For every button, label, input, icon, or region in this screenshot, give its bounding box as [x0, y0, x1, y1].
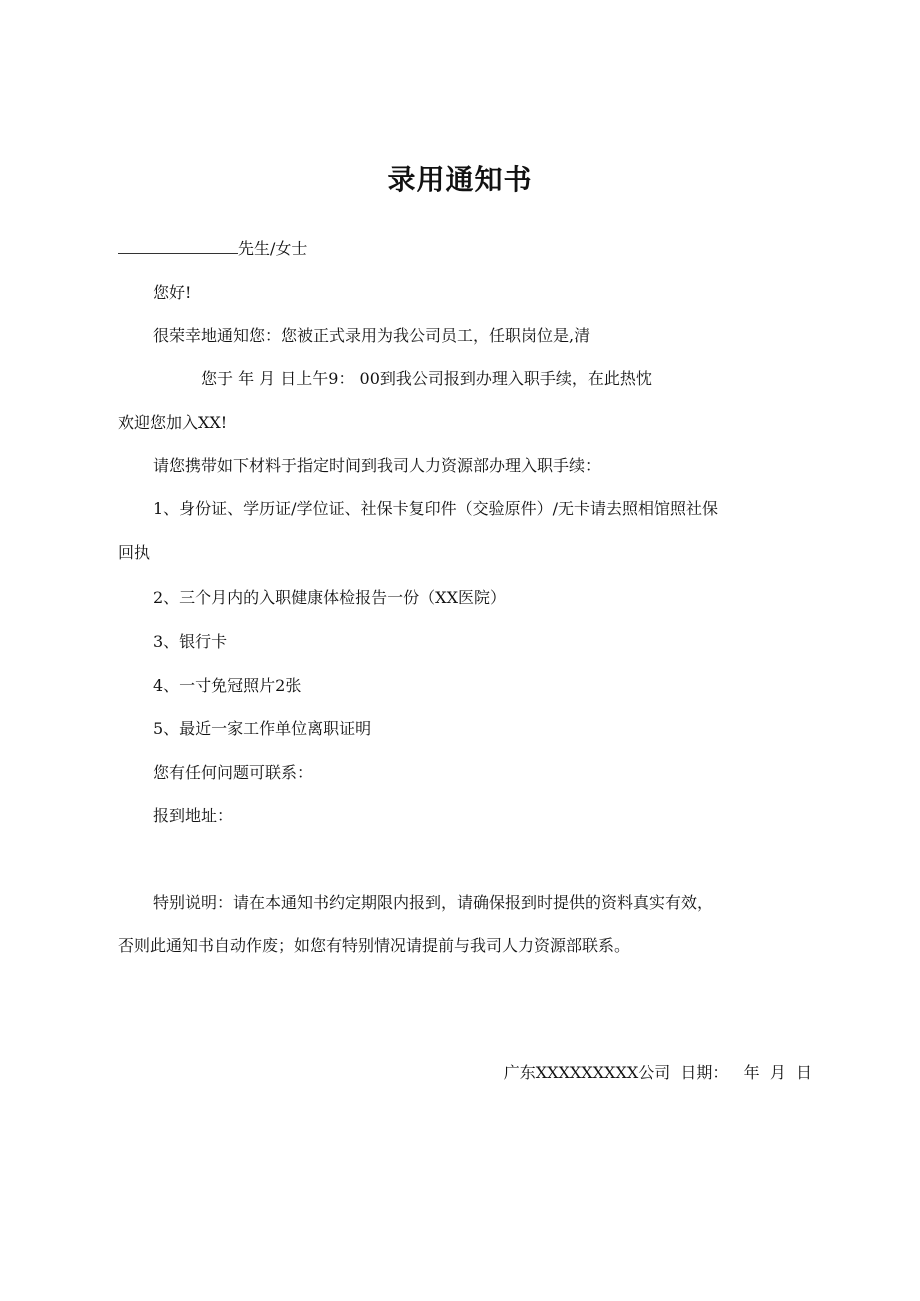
paragraph-line: 欢迎您加入XX! — [118, 413, 228, 432]
paragraph-line: 很荣幸地通知您：您被正式录用为我公司员工，任职岗位是,清 — [153, 326, 591, 345]
materials-intro: 请您携带如下材料于指定时间到我司人力资源部办理入职手续： — [153, 456, 602, 475]
contact-line: 您有任何问题可联系： — [153, 763, 314, 782]
name-blank — [118, 239, 238, 254]
salutation: 先生/女士 — [238, 239, 308, 258]
list-item: 4、一寸免冠照片2张 — [153, 676, 302, 695]
list-item: 3、银行卡 — [153, 632, 228, 651]
list-item: 2、三个月内的入职健康体检报告一份（XX医院） — [153, 588, 506, 607]
note-line: 否则此通知书自动作废；如您有特别情况请提前与我司人力资源部联系。 — [118, 936, 631, 955]
salutation-line — [118, 239, 307, 259]
list-item-continuation: 回执 — [118, 543, 151, 562]
paragraph-line: 您于 年 月 日上午9： 00到我公司报到办理入职手续，在此热忱 — [201, 369, 652, 388]
signature-date: 广东XXXXXXXXX公司 日期： 年 月 日 — [503, 1063, 812, 1082]
address-line: 报到地址： — [153, 806, 234, 825]
note-line: 特别说明：请在本通知书约定期限内报到，请确保报到时提供的资料真实有效， — [153, 893, 714, 912]
list-item: 1、身份证、学历证/学位证、社保卡复印件（交验原件）/无卡请去照相馆照社保 — [153, 499, 718, 518]
document-title: 录用通知书 — [387, 163, 533, 196]
list-item: 5、最近一家工作单位离职证明 — [153, 719, 372, 738]
greeting: 您好! — [153, 283, 192, 302]
